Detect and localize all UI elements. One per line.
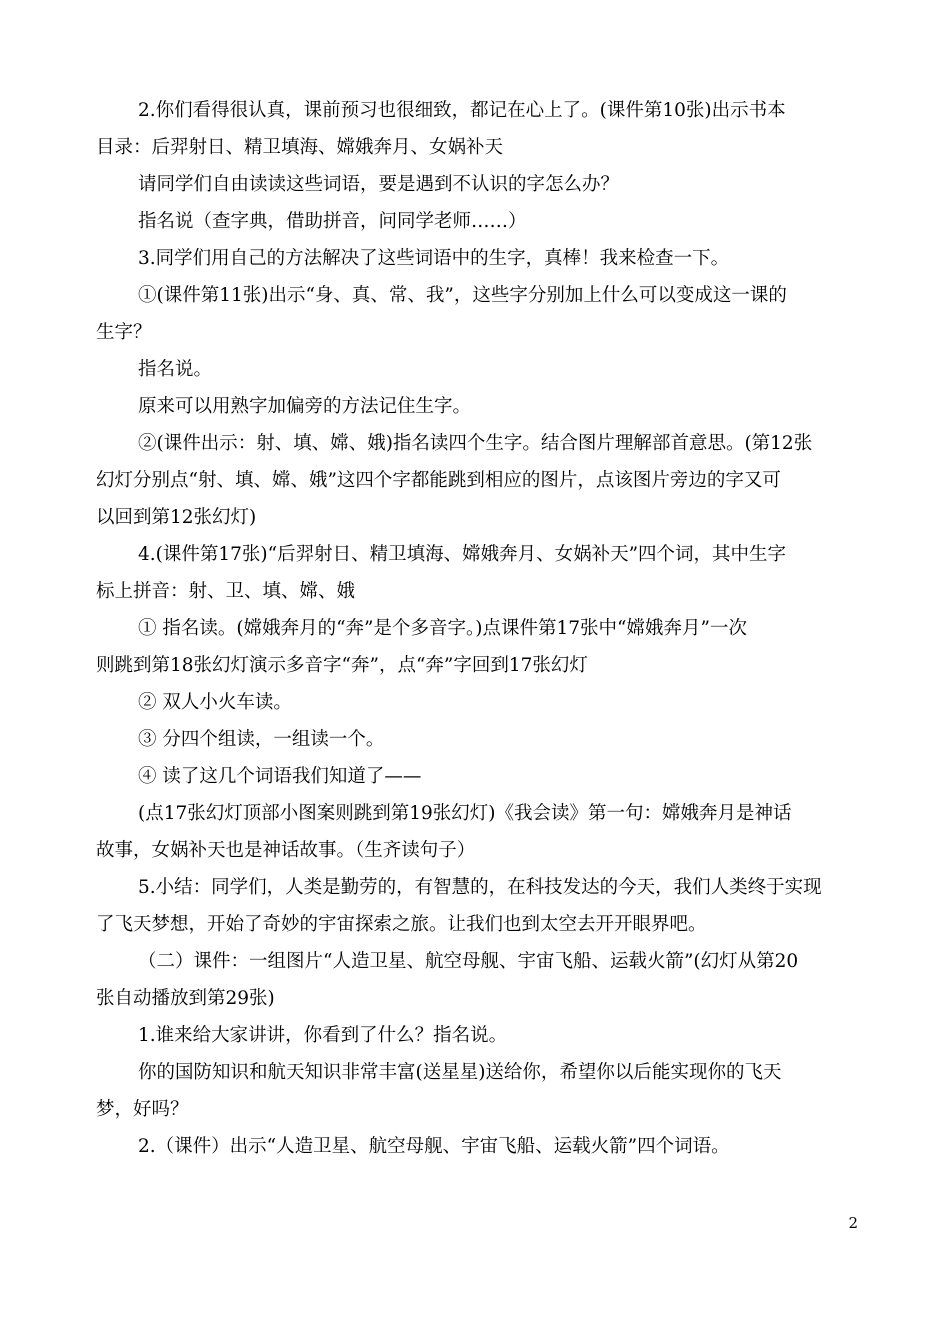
text-line: 5.小结：同学们，人类是勤劳的，有智慧的，在科技发达的今天，我们人类终于实现	[138, 877, 822, 898]
text-line: (点17张幻灯顶部小图案则跳到第19张幻灯)《我会读》第一句：嫦娥奔月是神话	[138, 803, 792, 824]
text-line: 了飞天梦想，开始了奇妙的宇宙探索之旅。让我们也到太空去开开眼界吧。	[96, 914, 707, 935]
body-text	[96, 92, 856, 1165]
text-line: 以回到第12张幻灯)	[96, 507, 257, 528]
text-line: 标上拼音：射、卫、填、嫦、娥	[96, 581, 356, 602]
text-line: （二）课件：一组图片“人造卫星、航空母舰、宇宙飞船、运载火箭”(幻灯从第20	[138, 951, 799, 972]
text-line: ② 双人小火车读。	[138, 692, 292, 713]
text-line: 4.(课件第17张)“后羿射日、精卫填海、嫦娥奔月、女娲补天”四个词，其中生字	[138, 544, 787, 565]
text-line: 指名说（查字典，借助拼音，问同学老师……）	[138, 211, 527, 232]
text-line: ①(课件第11张)出示“身、真、常、我”，这些字分别加上什么可以变成这一课的	[138, 285, 787, 306]
text-line: 生字？	[96, 322, 152, 343]
text-line: ④ 读了这几个词语我们知道了——	[138, 766, 422, 787]
text-line: 故事，女娲补天也是神话故事。（生齐读句子）	[96, 840, 476, 861]
text-line: 梦，好吗？	[96, 1099, 189, 1120]
text-line: 原来可以用熟字加偏旁的方法记住生字。	[138, 396, 472, 417]
text-line: 目录：后羿射日、精卫填海、嫦娥奔月、女娲补天	[96, 137, 504, 158]
text-line: 张自动播放到第29张)	[96, 988, 275, 1009]
text-line: ③ 分四个组读，一组读一个。	[138, 729, 385, 750]
page-number: 2	[848, 1214, 858, 1232]
text-line: ① 指名读。(嫦娥奔月的“奔”是个多音字。)点课件第17张中“嫦娥奔月”一次	[138, 618, 747, 639]
text-line: 指名说。	[138, 359, 213, 380]
text-line: 2.（课件）出示“人造卫星、航空母舰、宇宙飞船、运载火箭”四个词语。	[138, 1136, 730, 1157]
text-line: 幻灯分别点“射、填、嫦、娥”这四个字都能跳到相应的图片，点该图片旁边的字又可	[96, 470, 781, 491]
text-line: ②(课件出示：射、填、嫦、娥)指名读四个生字。结合图片理解部首意思。(第12张	[138, 433, 813, 454]
text-line: 3.同学们用自己的方法解决了这些词语中的生字，真棒！我来检查一下。	[138, 248, 730, 269]
text-line: 则跳到第18张幻灯演示多音字“奔”，点“奔”字回到17张幻灯	[96, 655, 588, 676]
text-line: 你的国防知识和航天知识非常丰富(送星星)送给你，希望你以后能实现你的飞天	[138, 1062, 782, 1083]
text-line: 请同学们自由读读这些词语，要是遇到不认识的字怎么办？	[138, 174, 620, 195]
text-line: 2.你们看得很认真，课前预习也很细致，都记在心上了。(课件第10张)出示书本	[138, 100, 786, 121]
text-line: 1.谁来给大家讲讲，你看到了什么？指名说。	[138, 1025, 508, 1046]
